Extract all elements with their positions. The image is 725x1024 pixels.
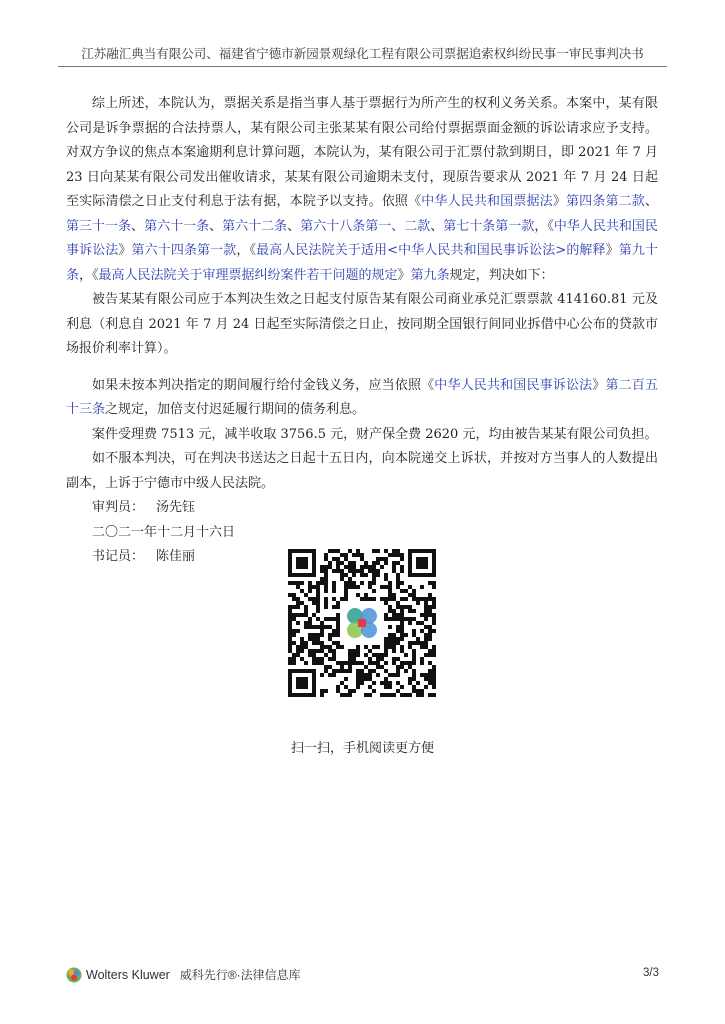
text-segment: ，《 xyxy=(534,218,554,234)
document-header: 江苏融汇典当有限公司、福建省宁德市新园景观绿化工程有限公司票据追索权纠纷民事一审民事判决书 xyxy=(81,46,644,61)
paragraph-fees: 案件受理费 7513 元，减半收取 3756.5 元，财产保全费 2620 元，均由被告某某有限公司负担。 xyxy=(92,426,658,442)
paragraph-delay-interest xyxy=(66,374,658,423)
text-segment: 》 xyxy=(605,243,619,258)
text-segment: 规定，判决如下： xyxy=(449,267,554,283)
law-link-article-68[interactable]: 第六十八条第一、二款 xyxy=(300,218,431,234)
text-segment: 、 xyxy=(287,218,301,234)
judge-line xyxy=(66,496,658,521)
clerk-name: 陈佳丽 xyxy=(156,549,196,564)
text-segment: 》 xyxy=(552,194,566,209)
law-link-bill-law[interactable]: 中华人民共和国票据法 xyxy=(421,194,553,209)
judge-label: 审判员： xyxy=(92,500,145,515)
text-segment: 、 xyxy=(131,218,145,234)
text-segment: 》 xyxy=(592,377,606,393)
law-link-spc-interpretation[interactable]: 最高人民法院关于适用<中华人民共和国民事诉讼法>的解释 xyxy=(256,243,606,258)
header-divider xyxy=(58,66,667,67)
text-segment: 、 xyxy=(209,218,223,234)
clerk-label: 书记员： xyxy=(92,549,145,564)
law-link-article-64[interactable]: 第六十四条第一款 xyxy=(131,243,237,258)
brand-name-cn: 威科先行®·法律信息库 xyxy=(179,968,301,982)
law-link-civil-procedure-law-2[interactable]: 中华人民共和国民事诉讼法 xyxy=(434,377,593,393)
brand-name: Wolters Kluwer xyxy=(86,967,170,982)
text-segment: 如果未按本判决指定的期间履行给付金钱义务，应当依照《 xyxy=(92,377,435,393)
paragraph-conclusion xyxy=(66,92,658,288)
law-link-article-90[interactable]: 第九十条 xyxy=(66,243,658,283)
law-link-article-31[interactable]: 第三十一条 xyxy=(66,218,132,234)
text-segment: 之规定，加倍支付迟延履行期间的债务利息。 xyxy=(105,402,366,417)
law-link-article-61[interactable]: 第六十一条 xyxy=(144,218,210,234)
law-link-article-253[interactable]: 第二百五十三条 xyxy=(66,377,658,417)
qr-code-image xyxy=(288,549,436,697)
qr-code[interactable] xyxy=(288,549,436,697)
law-link-article-70[interactable]: 第七十条第一款 xyxy=(443,218,535,234)
paragraph-appeal: 如不服本判决，可在判决书送达之日起十五日内，向本院递交上诉状，并按对方当事人的人数提出副本，上诉于宁德市中级人民法院。 xyxy=(66,451,658,491)
paragraph-ruling: 被告某某有限公司应于本判决生效之日起支付原告某有限公司商业承兑汇票票款 414160.81 元及利息（利息自 2021 年 7 月 24 日起至实际清偿之日止，按同期全国银行间同业拆借中心公布的贷款市场报价利率计算）。 xyxy=(66,292,658,356)
law-link-civil-procedure-law[interactable]: 中华人民共和国民事诉讼法 xyxy=(66,218,658,258)
text-segment: 》 xyxy=(397,267,411,283)
page-number: 3/3 xyxy=(643,967,659,979)
law-link-spc-bill-provisions[interactable]: 最高人民法院关于审理票据纠纷案件若干问题的规定 xyxy=(98,267,398,283)
text-segment: 、 xyxy=(430,218,444,234)
text-segment: ，《 xyxy=(79,267,99,283)
text-segment: 综上所述，本院认为，票据关系是指当事人基于票据行为所产生的权利义务关系。本案中，某有限公司是诉争票据的合法持票人，某有限公司主张某某有限公司给付票据票面金额的诉讼请求应予支持。对双方争议的焦点本案逾期利息计算问题，本院认为，某有限公司于汇票付款到期日，即 2021 年 7 月 23 日向某某有限公司发出催收请求，某某有限公司逾期未支付，现原告要求从 2021 年 7 月 24 日起至实际清偿之日止支付利息于法有据，本院予以支持。依照《 xyxy=(66,96,658,209)
qr-caption: 扫一扫，手机阅读更方便 xyxy=(290,741,434,756)
judgment-body xyxy=(66,92,658,570)
law-link-article-62[interactable]: 第六十二条 xyxy=(222,218,288,234)
judgment-date: 二〇二一年十二月十六日 xyxy=(92,524,236,540)
law-link-article-4-2[interactable]: 第四条第二款 xyxy=(566,194,645,209)
law-link-article-9[interactable]: 第九条 xyxy=(410,267,450,283)
text-segment: ，《 xyxy=(236,243,257,258)
wolters-kluwer-logo-icon xyxy=(66,967,82,983)
footer-brand xyxy=(66,966,301,983)
text-segment: 、 xyxy=(644,194,658,209)
text-segment: 》 xyxy=(118,243,132,258)
judge-name: 汤先钰 xyxy=(156,500,196,515)
